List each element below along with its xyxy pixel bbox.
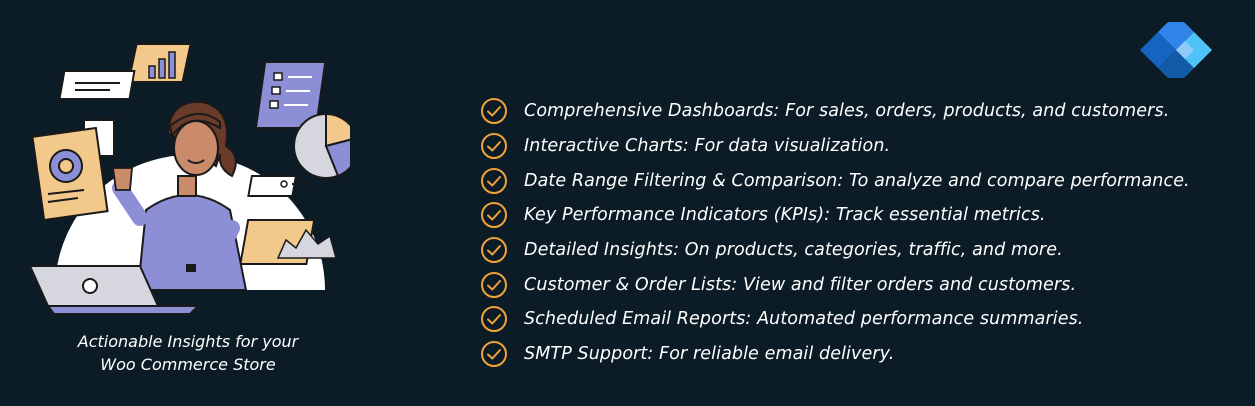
donut-document bbox=[32, 120, 114, 220]
feature-item bbox=[480, 337, 1190, 372]
feature-text: Detailed Insights: On products, categories, traffic, and more. bbox=[524, 240, 1063, 261]
diamond-logo-icon bbox=[1138, 22, 1216, 78]
check-circle-icon bbox=[480, 167, 508, 195]
check-circle-icon bbox=[480, 236, 508, 264]
feature-item bbox=[480, 163, 1190, 198]
analytics-illustration bbox=[20, 28, 350, 328]
check-circle-icon bbox=[480, 201, 508, 229]
feature-item bbox=[480, 302, 1190, 337]
pie-chart bbox=[294, 114, 350, 178]
feature-item bbox=[480, 129, 1190, 164]
caption-line-1: Actionable Insights for your bbox=[77, 332, 299, 351]
check-circle-icon bbox=[480, 340, 508, 368]
check-circle-icon bbox=[480, 97, 508, 125]
feature-text: Date Range Filtering & Comparison: To analyze and compare performance. bbox=[524, 170, 1190, 191]
feature-item bbox=[480, 267, 1190, 302]
feature-text: Interactive Charts: For data visualization. bbox=[524, 136, 891, 157]
feature-list bbox=[480, 94, 1190, 372]
feature-text: SMTP Support: For reliable email delivery. bbox=[524, 344, 895, 365]
check-circle-icon bbox=[480, 132, 508, 160]
check-circle-icon bbox=[480, 271, 508, 299]
feature-text: Customer & Order Lists: View and filter orders and customers. bbox=[524, 274, 1077, 295]
text-card bbox=[59, 71, 134, 99]
profile-tag bbox=[248, 176, 312, 196]
feature-text: Scheduled Email Reports: Automated performance summaries. bbox=[524, 309, 1084, 330]
caption-line-2: Woo Commerce Store bbox=[100, 355, 276, 374]
area-chart-card bbox=[240, 220, 336, 264]
check-circle-icon bbox=[480, 305, 508, 333]
feature-item bbox=[480, 198, 1190, 233]
feature-text: Comprehensive Dashboards: For sales, orders, products, and customers. bbox=[524, 101, 1170, 122]
illustration-caption bbox=[38, 330, 338, 376]
feature-item bbox=[480, 233, 1190, 268]
bar-chart-card bbox=[129, 44, 191, 82]
feature-text: Key Performance Indicators (KPIs): Track essential metrics. bbox=[524, 205, 1046, 226]
feature-item bbox=[480, 94, 1190, 129]
